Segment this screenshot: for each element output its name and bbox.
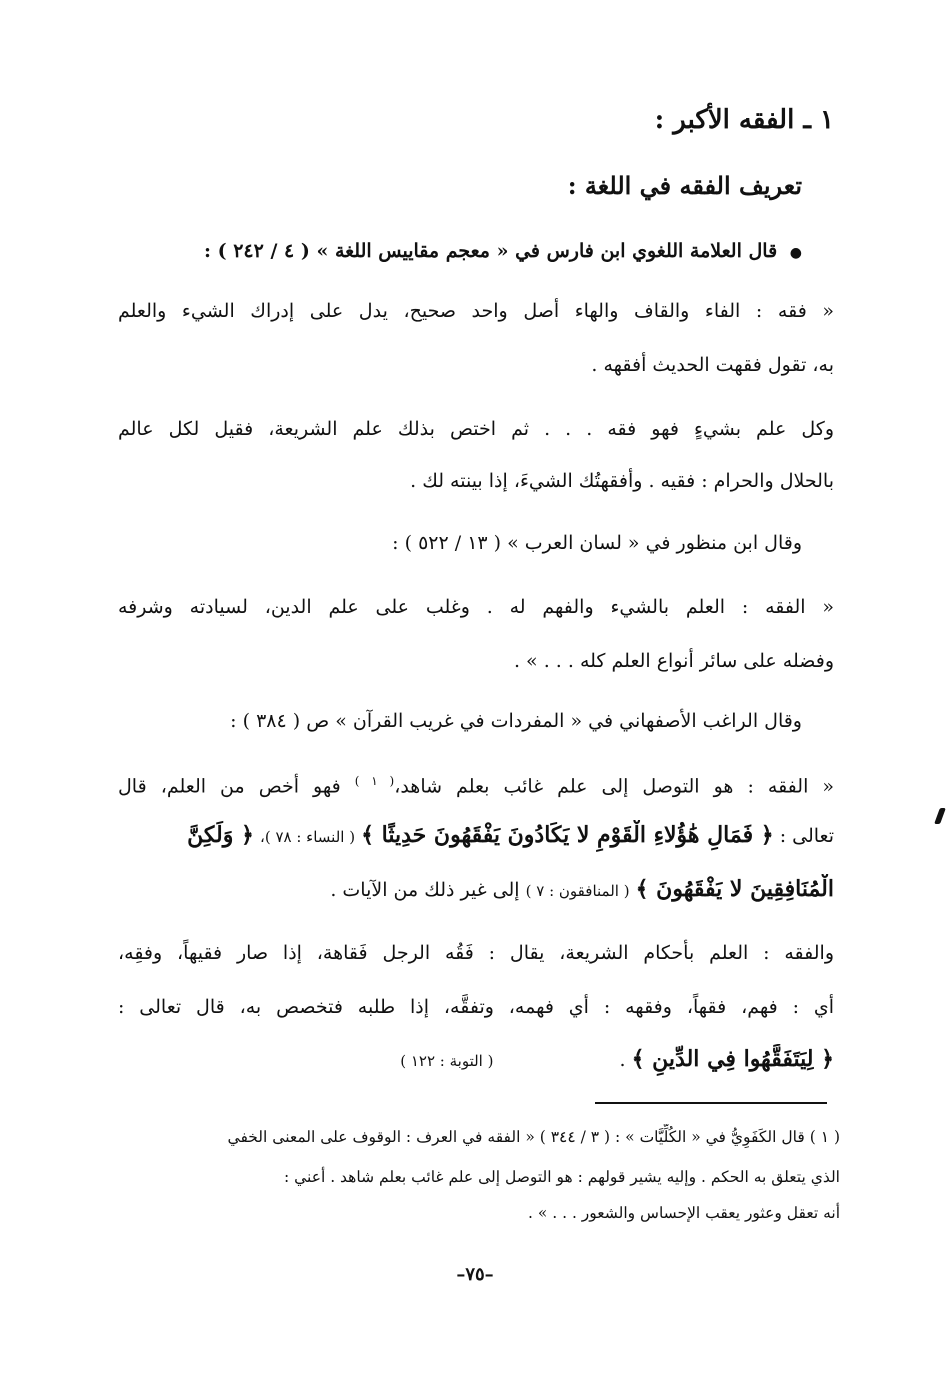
raghib-intro-text: وقال الراغب الأصفهاني في « المفردات في غريب القرآن » ص ( ٣٨٤ ) : bbox=[230, 710, 802, 732]
raghib-intro bbox=[86, 706, 802, 738]
ibn-faris-quote-line-1 bbox=[118, 296, 834, 328]
raghib-quote-line-3 bbox=[118, 874, 834, 906]
footnote-marker[interactable]: ( ١ ) bbox=[354, 774, 395, 788]
fiqh-paragraph-line-2-text: بالحلال والحرام : فقيه . وأفقهتُك الشيءَ، إذا بينته لك . bbox=[410, 470, 834, 492]
verse-ref-munafiqun: ( المنافقون : ٧ ) bbox=[525, 882, 630, 900]
ibn-manzur-intro-text: وقال ابن منظور في « لسان العرب » ( ١٣ / ٥٢٢ ) : bbox=[392, 532, 802, 554]
ibn-faris-quote-line-2-text: به، تقول فقهت الحديث أفقهه . bbox=[591, 354, 834, 376]
verse-ref-tawba: ( التوبة : ١٢٢ ) bbox=[400, 1052, 494, 1070]
ibn-faris-intro-text: قال العلامة اللغوي ابن فارس في « معجم مقاييس اللغة » ( ٤ / ٢٤٢ ) : bbox=[203, 240, 778, 262]
ibn-faris-intro bbox=[86, 236, 802, 268]
page-number: –٧٥– bbox=[456, 1264, 494, 1285]
raghib-quote-line-1-pre: « الفقه : هو التوصل إلى علم غائب بعلمٍ شاهد، bbox=[394, 775, 834, 798]
ibn-faris-quote-line-2 bbox=[118, 350, 834, 382]
section-heading bbox=[118, 102, 834, 140]
footnote-line-2-text: الذي يتعلق به الحكم . وإليه يشير قولهم : هو التوصل إلى علم غائب بعلم شاهد . أعني : bbox=[283, 1168, 840, 1186]
ibn-manzur-intro bbox=[86, 528, 802, 560]
ibn-manzur-quote-line-2 bbox=[118, 646, 834, 678]
bullet-icon: ● bbox=[789, 245, 802, 261]
raghib-quote-line-2 bbox=[118, 820, 834, 852]
fiqh-definition-line-1-text: والفقه : العلم بأحكام الشريعة، يقال : فَقُه الرجل فَقاهة، إذا صار فقيهاً، وفقِه، bbox=[118, 942, 834, 964]
fiqh-definition-line-2 bbox=[118, 992, 834, 1024]
footnote-line-1 bbox=[118, 1124, 840, 1152]
quran-verse-tawba: ﴿ لِيَتَفَقَّهُوا فِي الدِّينِ ﴾ bbox=[631, 1046, 834, 1072]
raghib-quote-line-2-pre: تعالى : bbox=[779, 825, 834, 847]
quran-verse-munafiqun-start: ﴿ وَلَكِنَّ bbox=[187, 822, 254, 848]
verse-ref-nisa: ( النساء : ٧٨ )، bbox=[259, 828, 356, 846]
fiqh-definition-line-1 bbox=[118, 938, 834, 970]
ibn-manzur-quote-line-1-text: « الفقه : العلم بالشيء والفهم له . وغلب على علم الدين، لسيادته وشرفه bbox=[118, 596, 834, 618]
footnote-divider bbox=[595, 1102, 827, 1104]
raghib-quote-line-1-post: فهو أخص من العلم، قال bbox=[118, 775, 341, 798]
ibn-manzur-quote-line-2-text: وفضله على سائر أنواع العلم كله . . . » . bbox=[513, 650, 834, 672]
fiqh-paragraph-line-2 bbox=[118, 466, 834, 498]
footnote-line-1-text: ( ١ ) قال الكَفَوِيُّ في « الكُلِّيَّات » : ( ٣ / ٣٤٤ ) « الفقه في العرف : الوقوف على المعنى الخفي bbox=[227, 1128, 840, 1146]
ibn-manzur-quote-line-1 bbox=[118, 592, 834, 624]
subsection-heading-text: تعريف الفقه في اللغة : bbox=[567, 171, 802, 200]
raghib-quote-line-1 bbox=[118, 766, 834, 798]
section-heading-text: ١ ـ الفقه الأكبر : bbox=[654, 105, 834, 135]
footnote-line-3 bbox=[118, 1200, 840, 1228]
raghib-quote-line-3-post: إلى غير ذلك من الآيات . bbox=[330, 879, 520, 901]
fiqh-paragraph-line-1 bbox=[118, 414, 834, 446]
fiqh-definition-line-3 bbox=[118, 1044, 834, 1076]
footnote-line-2 bbox=[118, 1164, 840, 1192]
footnote-line-3-text: أنه تعقل وعثور يعقب الإحساس والشعور . . . » . bbox=[527, 1204, 840, 1222]
quran-verse-munafiqun-end: الْمُنَافِقِينَ لا يَفْقَهُونَ ﴾ bbox=[635, 876, 834, 902]
ibn-faris-quote-line-1-text: « فقه : الفاء والقاف والهاء أصل واحد صحيح، يدل على إدراك الشيء والعلم bbox=[118, 300, 834, 322]
fiqh-paragraph-line-1-text: وكل علم بشيءٍ فهو فقه . . . ثم اختص بذلك علم الشريعة، فقيل لكل عالم bbox=[118, 418, 834, 440]
fiqh-definition-line-2-text: أي : فهم، فقهاً، وفقهه : أي فهمه، وتفقَّه، إذا طلبه فتخصص به، قال تعالى : bbox=[118, 996, 834, 1018]
subsection-heading bbox=[86, 168, 802, 206]
quran-verse-nisa: ﴿ فَمَالِ هَٰؤُلاءِ الْقَوْمِ لا يَكَادُونَ يَفْقَهُونَ حَدِيثًا ﴾ bbox=[361, 822, 774, 848]
fiqh-definition-line-3-post: . bbox=[619, 1049, 632, 1071]
